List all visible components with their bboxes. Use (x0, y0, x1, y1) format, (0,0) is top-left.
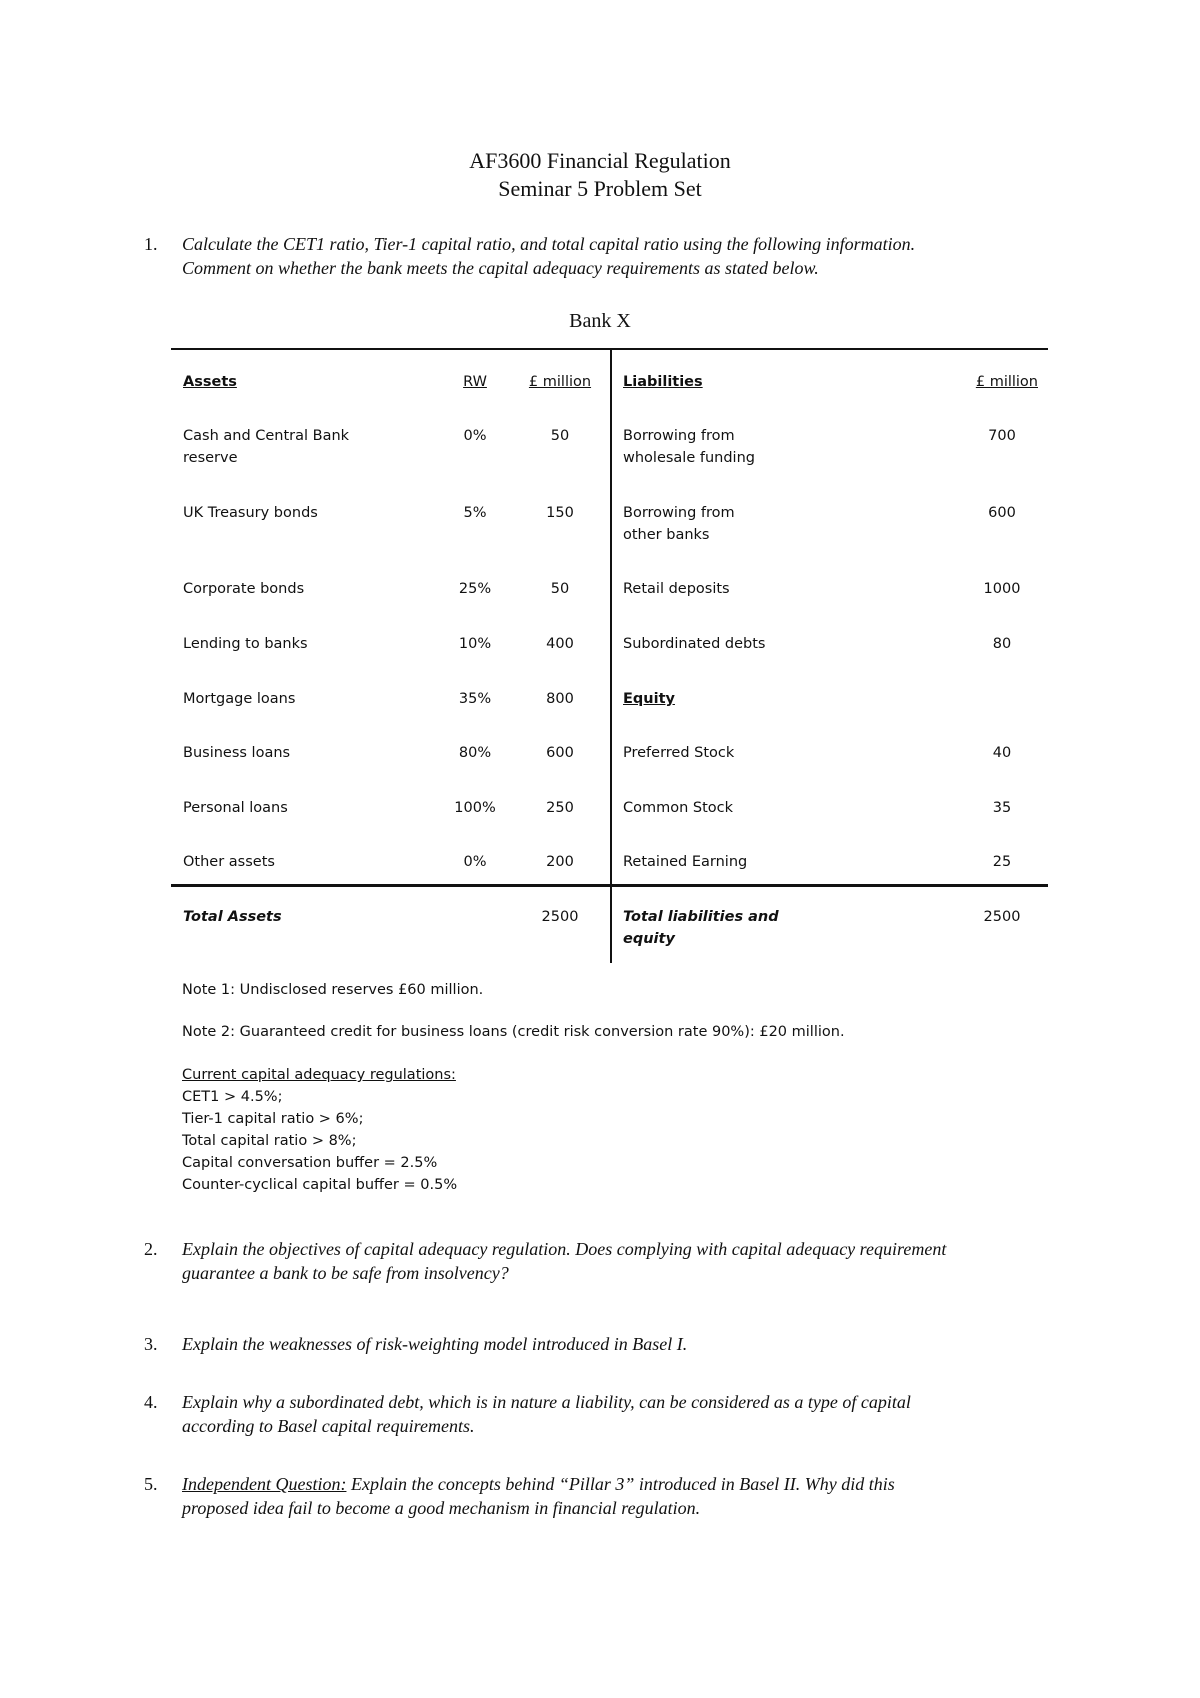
asset-name: Other assets (183, 854, 275, 870)
asset-name: Cash and Central Bank (183, 428, 350, 444)
risk-weight: 80% (458, 745, 492, 761)
risk-weight: 100% (454, 800, 496, 816)
liability-name: Retail deposits (623, 581, 730, 597)
asset-value: 50 (550, 581, 570, 597)
regulation-line: Tier-1 capital ratio > 6%; (182, 1111, 364, 1127)
regulations-list (182, 1086, 457, 1196)
asset-value: 50 (550, 428, 570, 444)
total-assets-value: 2500 (541, 909, 579, 925)
risk-weight: 5% (463, 505, 487, 521)
question-text-line: Explain the weaknesses of risk-weighting model introduced in Basel I. (182, 1334, 688, 1354)
liability-name: wholesale funding (623, 450, 755, 466)
regulations-heading: Current capital adequacy regulations: (182, 1067, 456, 1083)
asset-name: reserve (183, 450, 238, 466)
liability-name: other banks (623, 527, 710, 543)
note-2: Note 2: Guaranteed credit for business loans (credit risk conversion rate 90%): £20 million. (182, 1024, 845, 1040)
asset-value: 400 (546, 636, 574, 652)
table-center-divider (610, 350, 612, 963)
asset-name: UK Treasury bonds (183, 505, 318, 521)
question-number: 1. (144, 234, 158, 254)
liability-value: 35 (992, 800, 1012, 816)
document-title: AF3600 Financial Regulation (469, 148, 731, 173)
question-number: 3. (144, 1334, 158, 1354)
header-million-left: £ million (528, 374, 592, 390)
question-text-line: according to Basel capital requirements. (182, 1416, 475, 1436)
question-text-line: Comment on whether the bank meets the capital adequacy requirements as stated below. (182, 258, 819, 278)
liability-value: 600 (988, 505, 1016, 521)
asset-value: 200 (546, 854, 574, 870)
risk-weight: 10% (458, 636, 492, 652)
liability-value: 40 (992, 745, 1012, 761)
asset-name: Mortgage loans (183, 691, 296, 707)
liability-value: 25 (992, 854, 1012, 870)
table-caption: Bank X (569, 310, 631, 332)
liability-name: Retained Earning (623, 854, 748, 870)
risk-weight: 25% (458, 581, 492, 597)
liability-name: Borrowing from (623, 428, 735, 444)
question-text-line: guarantee a bank to be safe from insolvency? (182, 1263, 509, 1283)
asset-name: Corporate bonds (183, 581, 305, 597)
risk-weight: 0% (463, 854, 487, 870)
asset-value: 600 (546, 745, 574, 761)
regulation-line: Counter-cyclical capital buffer = 0.5% (182, 1177, 458, 1193)
asset-value: 800 (546, 691, 574, 707)
asset-name: Business loans (183, 745, 291, 761)
header-million-right: £ million (975, 374, 1038, 390)
document-subtitle: Seminar 5 Problem Set (498, 176, 702, 201)
total-liabilities-value: 2500 (983, 909, 1021, 925)
total-liabilities-label-2: equity (623, 931, 675, 947)
question-text-line: proposed idea fail to become a good mechanism in financial regulation. (182, 1498, 701, 1518)
liability-name: Preferred Stock (623, 745, 735, 761)
liability-name: Common Stock (623, 800, 734, 816)
equity-heading: Equity (623, 691, 675, 707)
question-text-line (182, 1472, 1074, 1496)
question-text-line: Explain why a subordinated debt, which is in nature a liability, can be considered as a type of capital (182, 1392, 911, 1412)
note-1: Note 1: Undisclosed reserves £60 million. (182, 982, 484, 998)
total-liabilities-label: Total liabilities and (623, 909, 779, 925)
regulation-line: Capital conversation buffer = 2.5% (182, 1155, 438, 1171)
question-text: Explain the concepts behind “Pillar 3” introduced in Basel II. Why did this (346, 1474, 895, 1494)
independent-question-label: Independent Question: (182, 1474, 347, 1494)
asset-name: Personal loans (183, 800, 288, 816)
header-rw: RW (463, 374, 487, 390)
regulation-line: CET1 > 4.5%; (182, 1089, 283, 1105)
liability-value: 1000 (983, 581, 1021, 597)
asset-name: Lending to banks (183, 636, 308, 652)
question-text-line: Calculate the CET1 ratio, Tier-1 capital ratio, and total capital ratio using the following information. (182, 234, 916, 254)
header-assets: Assets (183, 374, 237, 390)
liability-name: Borrowing from (623, 505, 735, 521)
header-liabilities: Liabilities (623, 374, 703, 390)
liability-value: 80 (992, 636, 1012, 652)
asset-value: 250 (546, 800, 574, 816)
question-number: 4. (144, 1392, 158, 1412)
risk-weight: 0% (463, 428, 487, 444)
question-text-line: Explain the objectives of capital adequacy regulation. Does complying with capital adequacy requirement (182, 1239, 947, 1259)
liability-value: 700 (988, 428, 1016, 444)
risk-weight: 35% (458, 691, 492, 707)
total-assets-label: Total Assets (183, 909, 282, 925)
liability-name: Subordinated debts (623, 636, 766, 652)
regulation-line: Total capital ratio > 8%; (182, 1133, 357, 1149)
asset-value: 150 (546, 505, 574, 521)
question-number: 5. (144, 1474, 158, 1494)
question-number: 2. (144, 1239, 158, 1259)
